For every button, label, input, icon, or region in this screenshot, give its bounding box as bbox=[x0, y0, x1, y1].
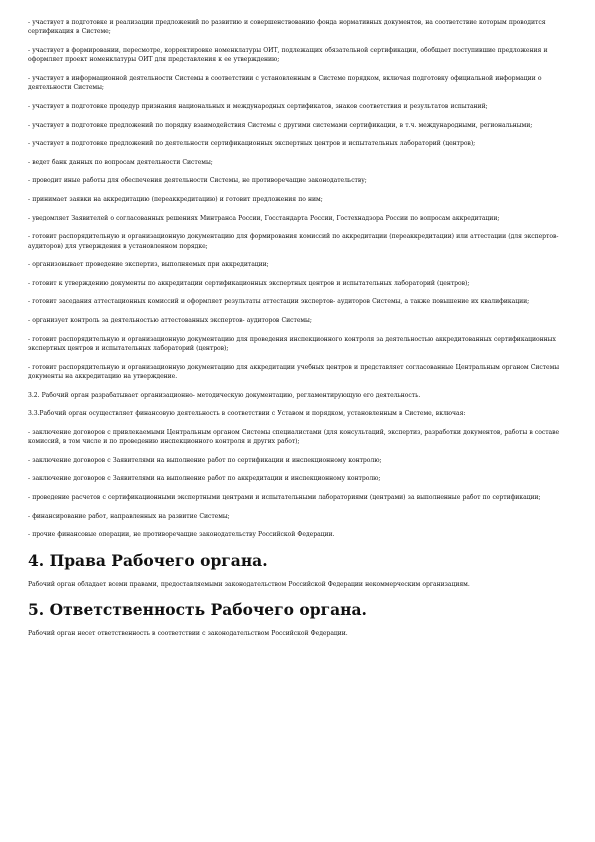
clause-3-2: 3.2. Рабочий орган разрабатывает организационно- методическую документацию, регламентирующую его деятельность. bbox=[28, 391, 421, 399]
list-item: - проведение расчетов с сертификационными экспертными центрами и испытательными лабораториями (центрами) за выполненные работ по сертификации; bbox=[28, 493, 541, 501]
list-item: - готовит распорядительную и организационную документацию для проведения инспекционного контроля за деятельностью аккредитованных сертификационных экспертных центров и испытательных лабораторий (центров); bbox=[28, 335, 556, 352]
list-item: - участвует в формировании, пересмотре, корректировке номенклатуры ОИТ, подлежащих обязательной сертификации, обобщает поступившие предложения и оформляет проект номенклатуры ОИТ для представления к ее утверждению; bbox=[28, 47, 548, 64]
clause-3-3: 3.3.Рабочий орган осуществляет финансовую деятельность в соответствии с Уставом и порядком, установленным в Системе, включая: bbox=[28, 410, 466, 418]
list-item: - участвует в информационной деятельности Системы в соответствии с установленным в Системе порядком, включая подготовку официальной информации о деятельности Системы; bbox=[28, 75, 542, 92]
list-item: - заключение договоров с Заявителями на выполнение работ по сертификации и инспекционному контролю; bbox=[28, 456, 382, 464]
list-item: - заключение договоров с Заявителями на выполнение работ по аккредитации и инспекционному контролю; bbox=[28, 475, 381, 483]
list-item: - готовит к утверждению документы по аккредитации сертификационных экспертных центров и испытательных лабораторий (центров); bbox=[28, 279, 470, 287]
list-item: - готовит распорядительную и организационную документацию для аккредитации учебных центров и представляет согласованные Центральным органом Системы документы на аккредитацию на утверждение. bbox=[28, 363, 560, 380]
section-4-text: Рабочий орган обладает всеми правами, предоставляемыми законодательством Российской Федерации некоммерческим организациям. bbox=[28, 580, 470, 588]
list-item: - принимает заявки на аккредитацию (переаккредитацию) и готовит предложения по ним; bbox=[28, 195, 323, 203]
list-item: - заключение договоров с привлекаемыми Центральным органом Системы специалистами (для консультаций, экспертиз, разработки документов, работы в составе комиссий, в том числе и по проведению инспекционного контроля и других работ); bbox=[28, 428, 560, 446]
list-item: - участвует в подготовке предложений по деятельности сертификационных экспертных центров и испытательных лабораторий (центров); bbox=[28, 140, 476, 148]
section-4-heading: 4. Права Рабочего органа. bbox=[28, 550, 268, 570]
section-5-text: Рабочий орган несет ответственность в соответствии с законодательством Российской Федерации. bbox=[28, 629, 348, 637]
list-item: - готовит заседания аттестационных комиссий и оформляет результаты аттестации экспертов- аудиторов Системы, а также повышение их квалификации; bbox=[28, 298, 530, 306]
list-item: - проводит иные работы для обеспечения деятельности Системы, не противоречащие законодательству; bbox=[28, 177, 367, 185]
list-item: - участвует в подготовке предложений по порядку взаимодействия Системы с другими системами сертификации, в т.ч. международными, региональными; bbox=[28, 121, 533, 129]
duties-list bbox=[28, 18, 567, 540]
list-item: - организовывает проведение экспертиз, выполняемых при аккредитации; bbox=[28, 261, 269, 269]
list-item: - готовит распорядительную и организационную документацию для формирования комиссий по аккредитации (переаккредитации) или аттестации (для экспертов-аудиторов) для утверждения в установленном порядке; bbox=[28, 233, 559, 250]
list-item: - уведомляет Заявителей о согласованных решениях Минтранса России, Госстандарта России, Гостехнадзора России по вопросам аккредитации; bbox=[28, 214, 500, 222]
list-item: - финансирование работ, направленных на развитие Системы; bbox=[28, 512, 230, 520]
list-item: - организует контроль за деятельностью аттестованных экспертов- аудиторов Системы; bbox=[28, 316, 312, 324]
list-item: - участвует в подготовке процедур признания национальных и международных сертификатов, знаков соответствия и результатов испытаний; bbox=[28, 103, 488, 110]
section-5-heading: 5. Ответственность Рабочего органа. bbox=[28, 599, 367, 619]
list-item: - участвует в подготовке и реализации предложений по развитию и совершенствованию фонда нормативных документов, на соответствие которым проводится сертификация в Системе; bbox=[28, 19, 546, 36]
list-item: - ведет банк данных по вопросам деятельности Системы; bbox=[28, 158, 213, 166]
list-item: - прочие финансовые операции, не противоречащие законодательству Российской Федерации. bbox=[28, 531, 335, 539]
